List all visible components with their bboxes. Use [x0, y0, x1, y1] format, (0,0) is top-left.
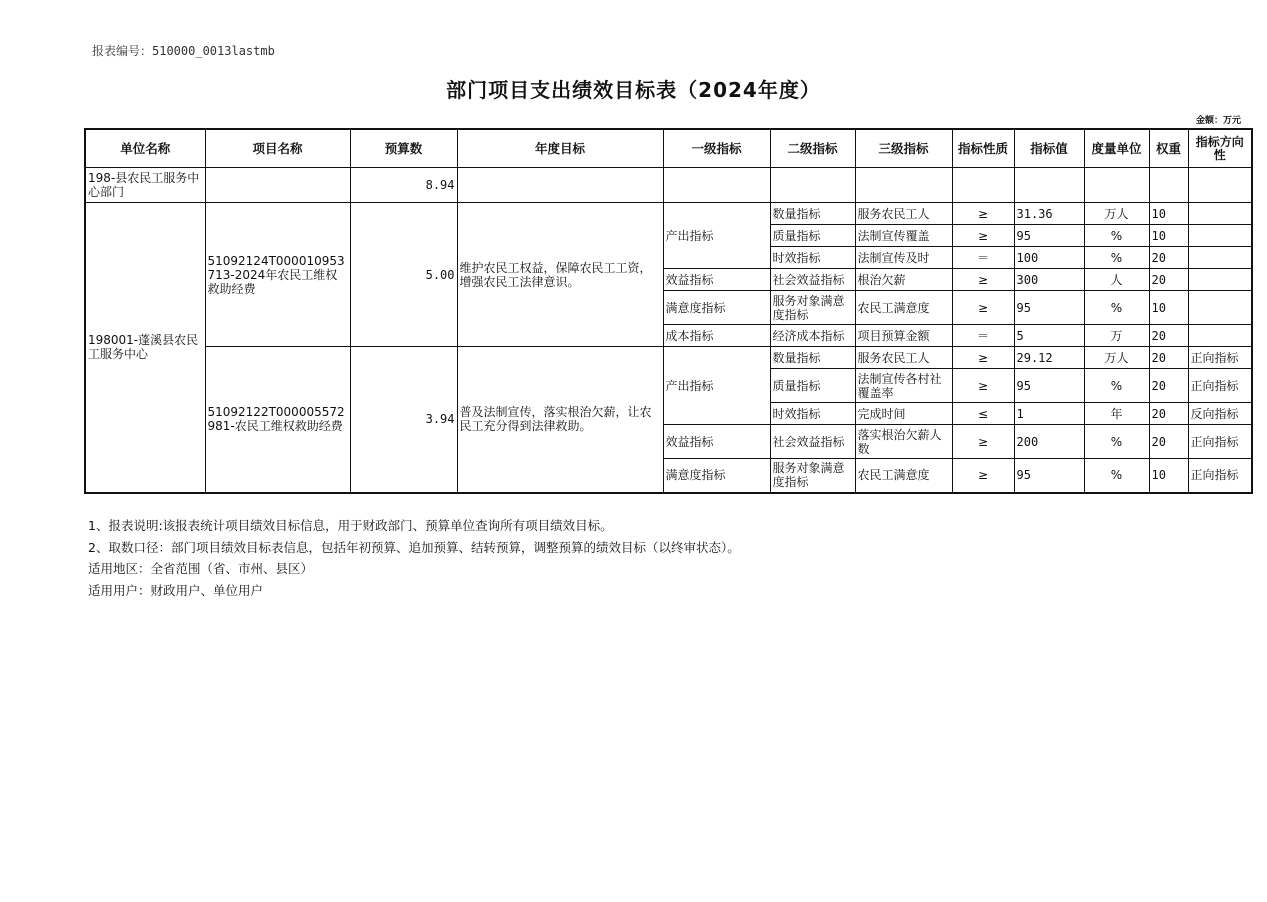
weight: 20 [1149, 325, 1188, 347]
level2-indicator: 时效指标 [770, 247, 855, 269]
indicator-nature: ≥ [952, 459, 1014, 493]
weight: 20 [1149, 369, 1188, 403]
header-cell: 一级指标 [663, 129, 770, 168]
indicator-nature: ≥ [952, 291, 1014, 325]
indicator-direction [1188, 291, 1252, 325]
indicator-value: 5 [1014, 325, 1084, 347]
indicator-direction [1188, 247, 1252, 269]
level1-indicator: 成本指标 [663, 325, 770, 347]
indicator-direction [1188, 203, 1252, 225]
header-cell: 三级指标 [855, 129, 952, 168]
measure-unit: % [1084, 459, 1149, 493]
weight: 10 [1149, 203, 1188, 225]
performance-target-table [84, 128, 1253, 494]
indicator-nature: ＝ [952, 247, 1014, 269]
project-name: 51092122T000005572981-农民工维权救助经费 [205, 347, 350, 493]
header-cell: 度量单位 [1084, 129, 1149, 168]
level2-indicator: 服务对象满意度指标 [770, 291, 855, 325]
indicator-nature: ≥ [952, 225, 1014, 247]
level3-indicator: 完成时间 [855, 403, 952, 425]
header-cell: 预算数 [350, 129, 457, 168]
header-cell: 指标性质 [952, 129, 1014, 168]
indicator-nature: ≤ [952, 403, 1014, 425]
indicator-nature: ≥ [952, 347, 1014, 369]
header-cell: 单位名称 [85, 129, 205, 168]
report-notes [88, 515, 740, 601]
indicator-direction [1188, 325, 1252, 347]
weight: 10 [1149, 291, 1188, 325]
note-line: 1、报表说明:该报表统计项目绩效目标信息，用于财政部门、预算单位查询所有项目绩效目标。 [88, 518, 613, 533]
table-row [85, 203, 1252, 225]
page-title: 部门项目支出绩效目标表（2024年度） [446, 78, 821, 102]
level2-indicator: 质量指标 [770, 225, 855, 247]
report-number: 报表编号：510000_0013lastmb [92, 44, 275, 58]
amount-unit-label: 金额：万元 [1196, 116, 1242, 126]
department-name: 198-县农民工服务中心部门 [85, 168, 205, 203]
indicator-nature: ≥ [952, 203, 1014, 225]
indicator-direction: 正向指标 [1188, 459, 1252, 493]
header-cell: 二级指标 [770, 129, 855, 168]
level2-indicator: 时效指标 [770, 403, 855, 425]
measure-unit: 万 [1084, 325, 1149, 347]
level1-indicator: 产出指标 [663, 347, 770, 425]
indicator-value: 300 [1014, 269, 1084, 291]
level3-indicator: 服务农民工人 [855, 347, 952, 369]
level2-indicator: 服务对象满意度指标 [770, 459, 855, 493]
indicator-value: 31.36 [1014, 203, 1084, 225]
level2-indicator: 质量指标 [770, 369, 855, 403]
annual-goal: 普及法制宣传，落实根治欠薪，让农民工充分得到法律救助。 [457, 347, 663, 493]
indicator-direction: 正向指标 [1188, 425, 1252, 459]
weight: 10 [1149, 459, 1188, 493]
level1-indicator: 产出指标 [663, 203, 770, 269]
indicator-nature: ≥ [952, 269, 1014, 291]
level3-indicator: 法制宣传各村社覆盖率 [855, 369, 952, 403]
level3-indicator: 农民工满意度 [855, 459, 952, 493]
level2-indicator: 社会效益指标 [770, 425, 855, 459]
indicator-direction: 反向指标 [1188, 403, 1252, 425]
level1-indicator: 满意度指标 [663, 459, 770, 493]
header-cell: 权重 [1149, 129, 1188, 168]
measure-unit: 年 [1084, 403, 1149, 425]
level1-indicator: 效益指标 [663, 425, 770, 459]
measure-unit: % [1084, 291, 1149, 325]
indicator-direction: 正向指标 [1188, 347, 1252, 369]
level1-indicator: 满意度指标 [663, 291, 770, 325]
indicator-nature: ≥ [952, 369, 1014, 403]
weight: 20 [1149, 425, 1188, 459]
annual-goal: 维护农民工权益，保障农民工工资，增强农民工法律意识。 [457, 203, 663, 347]
level2-indicator: 社会效益指标 [770, 269, 855, 291]
indicator-value: 95 [1014, 225, 1084, 247]
measure-unit: % [1084, 225, 1149, 247]
measure-unit: 人 [1084, 269, 1149, 291]
indicator-value: 95 [1014, 291, 1084, 325]
indicator-value: 1 [1014, 403, 1084, 425]
level3-indicator: 项目预算金额 [855, 325, 952, 347]
level3-indicator: 农民工满意度 [855, 291, 952, 325]
indicator-direction [1188, 269, 1252, 291]
project-budget: 5.00 [350, 203, 457, 347]
indicator-value: 100 [1014, 247, 1084, 269]
measure-unit: 万人 [1084, 203, 1149, 225]
level3-indicator: 根治欠薪 [855, 269, 952, 291]
indicator-direction [1188, 225, 1252, 247]
measure-unit: 万人 [1084, 347, 1149, 369]
level2-indicator: 数量指标 [770, 347, 855, 369]
weight: 20 [1149, 403, 1188, 425]
department-budget: 8.94 [350, 168, 457, 203]
header-cell: 指标值 [1014, 129, 1084, 168]
measure-unit: % [1084, 247, 1149, 269]
header-cell: 年度目标 [457, 129, 663, 168]
level3-indicator: 服务农民工人 [855, 203, 952, 225]
table-header-row [85, 129, 1252, 168]
measure-unit: % [1084, 369, 1149, 403]
indicator-value: 95 [1014, 459, 1084, 493]
weight: 10 [1149, 225, 1188, 247]
weight: 20 [1149, 347, 1188, 369]
level2-indicator: 数量指标 [770, 203, 855, 225]
note-line: 适用用户：财政用户、单位用户 [88, 582, 264, 598]
indicator-value: 200 [1014, 425, 1084, 459]
indicator-direction: 正向指标 [1188, 369, 1252, 403]
project-budget: 3.94 [350, 347, 457, 493]
project-name: 51092124T000010953713-2024年农民工维权救助经费 [205, 203, 350, 347]
indicator-value: 95 [1014, 369, 1084, 403]
indicator-nature: ＝ [952, 325, 1014, 347]
header-cell: 项目名称 [205, 129, 350, 168]
unit-name: 198001-蓬溪县农民工服务中心 [85, 203, 205, 493]
level3-indicator: 法制宣传覆盖 [855, 225, 952, 247]
level1-indicator: 效益指标 [663, 269, 770, 291]
department-row [85, 168, 1252, 203]
header-cell: 指标方向性 [1188, 129, 1252, 168]
level2-indicator: 经济成本指标 [770, 325, 855, 347]
level3-indicator: 法制宣传及时 [855, 247, 952, 269]
table-row [85, 347, 1252, 369]
indicator-value: 29.12 [1014, 347, 1084, 369]
weight: 20 [1149, 247, 1188, 269]
weight: 20 [1149, 269, 1188, 291]
level3-indicator: 落实根治欠薪人数 [855, 425, 952, 459]
indicator-nature: ≥ [952, 425, 1014, 459]
measure-unit: % [1084, 425, 1149, 459]
note-line: 2、取数口径：部门项目绩效目标表信息，包括年初预算、追加预算、结转预算，调整预算的绩效目标（以终审状态）。 [88, 539, 740, 555]
note-line: 适用地区：全省范围（省、市州、县区） [88, 561, 314, 576]
